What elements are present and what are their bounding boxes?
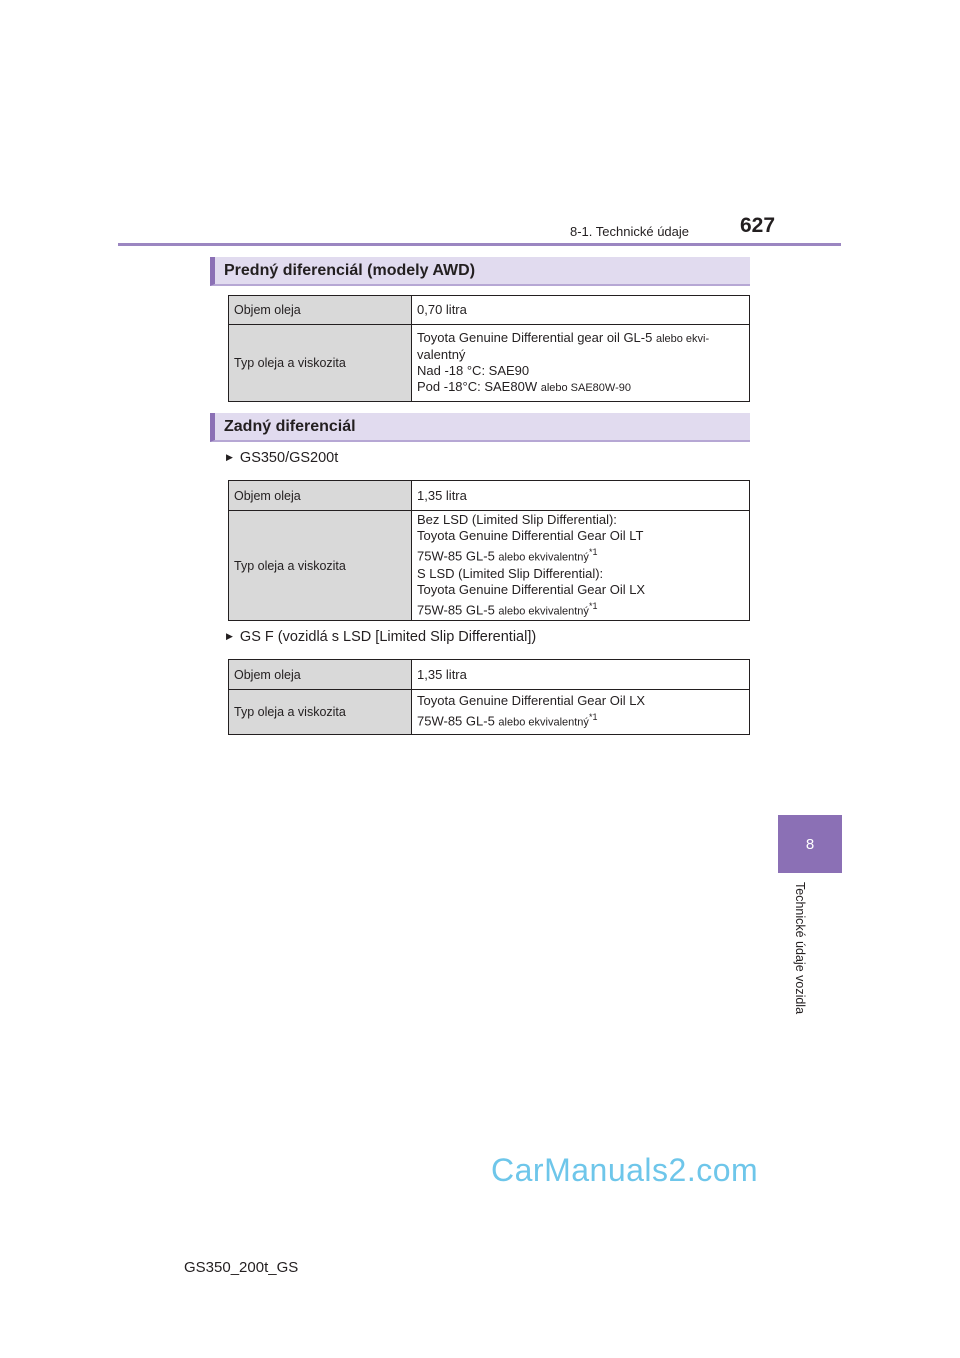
rear-differential-table-gs350	[228, 480, 750, 621]
page-number: 627	[740, 214, 776, 237]
table-row	[229, 690, 750, 735]
value-line: valentný	[417, 347, 466, 362]
row-value	[412, 481, 750, 511]
row-label: Objem oleja	[229, 296, 412, 325]
value-line: Pod -18°C: SAE80W alebo SAE80W-90	[417, 379, 632, 394]
bullet-variant-gs350	[226, 450, 338, 466]
page-header-section: 8-1. Technické údaje	[570, 224, 690, 239]
chapter-tab[interactable]	[778, 815, 842, 873]
section-header-rear-differential	[210, 413, 750, 442]
value-line: 75W-85 GL-5 alebo ekvivalentný$^{*1}$	[417, 600, 598, 617]
value-line: 75W-85 GL-5 alebo ekvivalentný$^{*1}$	[417, 547, 598, 564]
row-label: Typ oleja a viskozita	[229, 325, 412, 402]
value-line: 75W-85 GL-5 alebo ekvivalentný$^{*1}$	[417, 712, 598, 729]
value-line: Toyota Genuine Differential gear oil GL-5 alebo ekvi-	[417, 330, 710, 345]
front-differential-table	[228, 295, 750, 402]
table-row	[229, 511, 750, 621]
rear-differential-table-gsf	[228, 659, 750, 735]
row-value	[412, 511, 750, 621]
chapter-number: 8	[805, 835, 815, 853]
row-label: Typ oleja a viskozita	[229, 690, 412, 735]
value-line: Toyota Genuine Differential Gear Oil LX	[417, 693, 646, 709]
row-label: Typ oleja a viskozita	[229, 511, 412, 621]
table-row	[229, 481, 750, 511]
value-line: 1,35 litra	[417, 487, 467, 503]
value-line: Nad -18 °C: SAE90	[417, 363, 530, 378]
bullet-variant-gsf	[226, 629, 536, 645]
section-header-front-differential	[210, 257, 750, 286]
row-value	[412, 296, 750, 325]
value-line: S LSD (Limited Slip Differential):	[417, 565, 604, 581]
row-label: Objem oleja	[229, 660, 412, 690]
value-line: 1,35 litra	[417, 666, 467, 682]
row-value	[412, 660, 750, 690]
bullet-text: GS350/GS200t	[239, 450, 339, 466]
watermark[interactable]: CarManuals2.com	[491, 1152, 759, 1188]
row-label: Objem oleja	[229, 481, 412, 511]
value-line: Bez LSD (Limited Slip Differential):	[417, 512, 617, 528]
footer-model-code: GS350_200t_GS	[184, 1259, 299, 1276]
section-title: Zadný diferenciál	[224, 418, 356, 435]
table-row	[229, 296, 750, 325]
bullet-triangle-icon: ▶	[226, 452, 233, 462]
table-row	[229, 660, 750, 690]
section-title: Predný diferenciál (modely AWD)	[224, 262, 476, 279]
row-value	[412, 690, 750, 735]
value-line: Toyota Genuine Differential Gear Oil LX	[417, 581, 646, 597]
value-line: Toyota Genuine Differential Gear Oil LT	[417, 528, 644, 544]
chapter-label: Technické údaje vozidla	[793, 882, 807, 1015]
header-divider	[118, 243, 841, 246]
bullet-triangle-icon: ▶	[226, 631, 233, 641]
bullet-text: GS F (vozidlá s LSD [Limited Slip Differential])	[239, 629, 537, 645]
table-row	[229, 325, 750, 402]
value-line: 0,70 litra	[417, 302, 467, 317]
row-value	[412, 325, 750, 402]
